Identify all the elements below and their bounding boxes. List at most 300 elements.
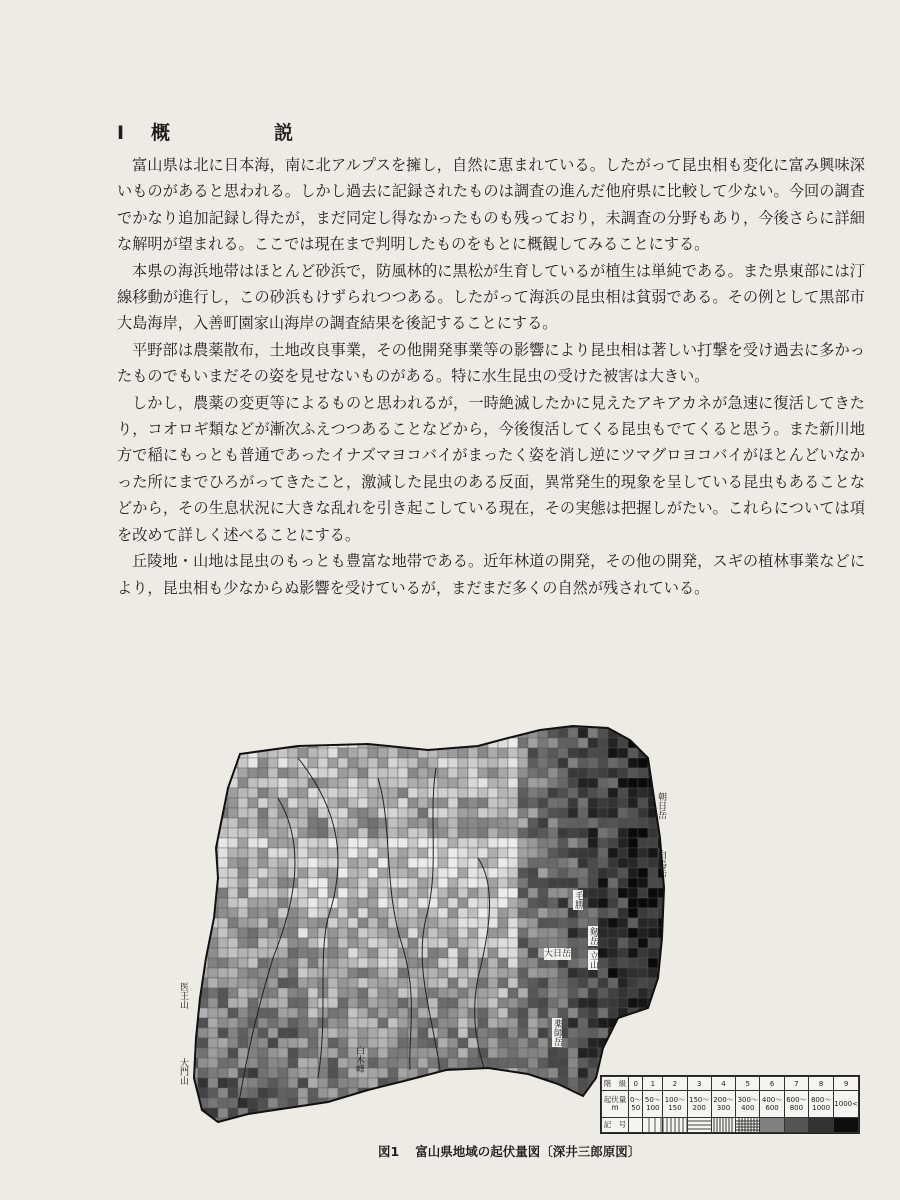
relief-cell [298, 788, 308, 798]
relief-cell [218, 1108, 228, 1118]
relief-cell [488, 1038, 498, 1048]
relief-cell [278, 828, 288, 838]
relief-cell [358, 1018, 368, 1028]
relief-cell [618, 888, 628, 898]
legend-swatch-8 [809, 1118, 834, 1133]
relief-cell [238, 818, 248, 828]
relief-cell [338, 988, 348, 998]
relief-cell [188, 1048, 198, 1058]
relief-cell [388, 1048, 398, 1058]
relief-cell [188, 788, 198, 798]
relief-cell [528, 878, 538, 888]
relief-cell [368, 1018, 378, 1028]
legend-class-1: 1 [643, 1077, 663, 1091]
relief-cell [548, 1088, 558, 1098]
relief-cell [208, 778, 218, 788]
legend-swatch-5 [736, 1118, 760, 1133]
relief-cell [528, 918, 538, 928]
relief-cell [318, 898, 328, 908]
relief-cell [188, 838, 198, 848]
relief-cell [438, 838, 448, 848]
relief-cell [378, 908, 388, 918]
label-yakushi: 薬師岳 [552, 1019, 562, 1046]
relief-cell [308, 798, 318, 808]
relief-cell [238, 938, 248, 948]
relief-cell [608, 968, 618, 978]
relief-cell [598, 858, 608, 868]
relief-cell [588, 978, 598, 988]
relief-cell [338, 798, 348, 808]
relief-cell [368, 868, 378, 878]
relief-cell [478, 718, 488, 728]
relief-cell [488, 928, 498, 938]
relief-cell [218, 868, 228, 878]
label-tsurugi: 剱岳 [588, 927, 598, 945]
relief-cell [188, 898, 198, 908]
relief-cell [578, 878, 588, 888]
relief-cell [548, 718, 558, 728]
relief-cell [528, 1098, 538, 1108]
relief-cell [518, 918, 528, 928]
relief-cell [528, 1078, 538, 1088]
relief-cell [378, 918, 388, 928]
relief-cell [308, 728, 318, 738]
relief-cell [248, 1068, 258, 1078]
relief-cell [448, 958, 458, 968]
relief-cell [568, 868, 578, 878]
relief-cell [648, 878, 658, 888]
relief-cell [448, 868, 458, 878]
relief-cell [558, 978, 568, 988]
relief-cell [368, 948, 378, 958]
relief-cell [598, 788, 608, 798]
relief-cell [188, 768, 198, 778]
relief-cell [588, 908, 598, 918]
relief-cell [218, 968, 228, 978]
relief-cell [538, 1038, 548, 1048]
relief-cell [368, 848, 378, 858]
relief-cell [178, 918, 188, 928]
relief-cell [438, 898, 448, 908]
relief-cell [388, 718, 398, 728]
relief-cell [368, 838, 378, 848]
relief-cell [498, 958, 508, 968]
relief-cell [438, 1098, 448, 1108]
relief-cell [388, 1088, 398, 1098]
relief-cell [178, 778, 188, 788]
relief-cell [318, 1108, 328, 1118]
relief-cell [418, 788, 428, 798]
relief-cell [378, 1118, 388, 1128]
relief-cell [468, 918, 478, 928]
relief-cell [598, 898, 608, 908]
relief-cell [208, 1078, 218, 1088]
relief-cell [598, 968, 608, 978]
relief-cell [518, 978, 528, 988]
relief-cell [268, 1058, 278, 1068]
relief-cell [658, 738, 668, 748]
relief-cell [518, 1018, 528, 1028]
relief-cell [548, 758, 558, 768]
relief-cell [588, 848, 598, 858]
relief-cell [288, 1078, 298, 1088]
relief-cell [578, 858, 588, 868]
relief-cell [568, 768, 578, 778]
legend-swatch-3 [687, 1118, 711, 1133]
relief-cell [348, 848, 358, 858]
relief-cell [408, 858, 418, 868]
relief-cell [308, 1078, 318, 1088]
paragraph-4: しかし，農薬の変更等によるものと思われるが，一時絶滅したかに見えたアキアカネが急速に復活してきたり，コオロギ類などが漸次ふえつつあることなどから，今後復活してくる昆虫もでてくると思う。また新川地方で稲にもっとも普通であったイナズマヨコバイがまったく姿を消し逆にツマグロヨコバイがほとんどいなかった所にまでひろがってきたこと，激減した昆虫のある反面，異常発生的現象を呈している昆虫もあることなどから，その生息状況に大きな乱れを引き起こしている現在，その実態は把握しがたい。これらについては項を改めて詳しく述べることにする。 [117, 393, 865, 544]
relief-cell [368, 748, 378, 758]
relief-cell [608, 788, 618, 798]
relief-cell [248, 958, 258, 968]
legend-range-8: 800〜1000 [809, 1091, 834, 1118]
relief-cell [598, 928, 608, 938]
relief-cell [198, 1048, 208, 1058]
relief-cell [218, 758, 228, 768]
relief-cell [588, 798, 598, 808]
relief-cell [508, 1098, 518, 1108]
relief-cell [578, 1078, 588, 1088]
relief-cell [258, 1008, 268, 1018]
relief-cell [518, 818, 528, 828]
relief-cell [638, 1028, 648, 1038]
relief-cell [388, 878, 398, 888]
relief-cell [488, 858, 498, 868]
relief-cell [418, 1028, 428, 1038]
relief-cell [398, 1028, 408, 1038]
relief-cell [348, 968, 358, 978]
relief-cell [618, 828, 628, 838]
relief-cell [448, 1028, 458, 1038]
relief-cell [518, 1028, 528, 1038]
relief-cell [628, 948, 638, 958]
relief-cell [248, 868, 258, 878]
relief-cell [568, 738, 578, 748]
relief-cell [448, 1108, 458, 1118]
relief-cell [498, 778, 508, 788]
relief-cell [388, 838, 398, 848]
relief-cell [238, 1068, 248, 1078]
relief-cell [228, 938, 238, 948]
relief-cell [298, 1078, 308, 1088]
relief-cell [188, 1108, 198, 1118]
relief-cell [468, 908, 478, 918]
relief-cell [308, 918, 318, 928]
relief-cell [258, 868, 268, 878]
relief-cell [418, 878, 428, 888]
relief-cell [428, 1118, 438, 1128]
relief-cell [458, 1088, 468, 1098]
relief-cell [308, 1018, 318, 1028]
relief-cell [408, 1008, 418, 1018]
relief-cell [518, 828, 528, 838]
relief-cell [348, 1078, 358, 1088]
relief-cell [468, 968, 478, 978]
relief-cell [438, 988, 448, 998]
relief-cell [618, 758, 628, 768]
relief-cell [238, 728, 248, 738]
relief-cell [568, 1008, 578, 1018]
relief-cell [428, 1108, 438, 1118]
relief-cell [348, 808, 358, 818]
relief-cell [398, 908, 408, 918]
relief-cell [548, 738, 558, 748]
relief-cell [458, 788, 468, 798]
relief-cell [608, 898, 618, 908]
relief-cell [448, 1088, 458, 1098]
relief-cell [598, 988, 608, 998]
relief-cell [648, 1028, 658, 1038]
relief-cell [348, 758, 358, 768]
relief-cell [608, 858, 618, 868]
relief-cell [248, 928, 258, 938]
relief-cell [398, 1018, 408, 1028]
relief-cell [238, 928, 248, 938]
relief-cell [508, 838, 518, 848]
relief-cell [188, 1068, 198, 1078]
relief-cell [478, 958, 488, 968]
relief-cell [288, 988, 298, 998]
relief-cell [208, 948, 218, 958]
relief-cell [238, 968, 248, 978]
relief-cell [248, 798, 258, 808]
relief-cell [638, 1018, 648, 1028]
relief-cell [468, 818, 478, 828]
relief-cell [248, 808, 258, 818]
relief-cell [328, 988, 338, 998]
relief-cell [338, 728, 348, 738]
relief-cell [638, 808, 648, 818]
relief-cell [438, 998, 448, 1008]
relief-cell [238, 768, 248, 778]
legend-row-class [602, 1077, 859, 1091]
relief-cell [308, 998, 318, 1008]
relief-cell [258, 728, 268, 738]
relief-cell [268, 838, 278, 848]
relief-cell [498, 758, 508, 768]
relief-cell [278, 978, 288, 988]
relief-cell [548, 968, 558, 978]
relief-cell [498, 1088, 508, 1098]
relief-cell [248, 818, 258, 828]
legend-class-5: 5 [736, 1077, 760, 1091]
relief-cell [208, 1018, 218, 1028]
relief-cell [478, 1118, 488, 1128]
relief-cell [598, 748, 608, 758]
relief-cell [388, 778, 398, 788]
relief-cell [598, 838, 608, 848]
relief-cell [448, 1008, 458, 1018]
relief-cell [238, 838, 248, 848]
relief-cell [528, 1008, 538, 1018]
relief-cell [458, 948, 468, 958]
legend-symbol-label: 記 号 [602, 1118, 629, 1133]
relief-cell [258, 948, 268, 958]
relief-cell [258, 768, 268, 778]
relief-cell [328, 1068, 338, 1078]
relief-cell [458, 748, 468, 758]
relief-cell [348, 958, 358, 968]
relief-cell [488, 1108, 498, 1118]
relief-cell [278, 728, 288, 738]
relief-cell [248, 788, 258, 798]
relief-cell [388, 798, 398, 808]
relief-cell [258, 1118, 268, 1128]
relief-cell [288, 868, 298, 878]
relief-cell [278, 788, 288, 798]
relief-cell [598, 758, 608, 768]
relief-cell [568, 988, 578, 998]
relief-cell [518, 798, 528, 808]
relief-cell [638, 998, 648, 1008]
relief-cell [328, 1108, 338, 1118]
relief-cell [438, 868, 448, 878]
relief-cell [288, 918, 298, 928]
relief-cell [188, 1008, 198, 1018]
relief-cell [528, 958, 538, 968]
relief-cell [608, 1058, 618, 1068]
relief-cell [228, 918, 238, 928]
relief-cell [488, 768, 498, 778]
relief-cell [508, 898, 518, 908]
relief-cell [238, 718, 248, 728]
relief-cell [598, 948, 608, 958]
relief-cell [378, 1008, 388, 1018]
relief-cell [318, 768, 328, 778]
relief-cell [228, 1048, 238, 1058]
relief-cell [558, 738, 568, 748]
relief-cell [498, 948, 508, 958]
relief-cell [518, 958, 528, 968]
relief-cell [228, 1078, 238, 1088]
relief-cell [178, 1008, 188, 1018]
relief-cell [248, 1098, 258, 1108]
relief-cell [248, 908, 258, 918]
relief-cell [458, 888, 468, 898]
relief-cell [628, 758, 638, 768]
relief-cell [408, 998, 418, 1008]
relief-cell [408, 1038, 418, 1048]
relief-cell [408, 788, 418, 798]
relief-cell [178, 788, 188, 798]
relief-cell [338, 998, 348, 1008]
relief-cell [428, 938, 438, 948]
relief-cell [408, 778, 418, 788]
paragraph-5: 丘陵地・山地は昆虫のもっとも豊富な地帯である。近年林道の開発，その他の開発，スギの植林事業などにより，昆虫相も少なからぬ影響を受けているが，まだまだ多くの自然が残されている。 [117, 552, 866, 597]
relief-cell [498, 888, 508, 898]
relief-cell [298, 1068, 308, 1078]
label-io: 医王山 [178, 982, 188, 1009]
relief-cell [478, 1078, 488, 1088]
relief-cell [578, 1018, 588, 1028]
relief-cell [188, 778, 198, 788]
relief-cell [608, 738, 618, 748]
relief-cell [408, 848, 418, 858]
relief-cell [618, 938, 628, 948]
relief-cell [358, 858, 368, 868]
relief-cell [488, 948, 498, 958]
relief-cell [658, 778, 668, 788]
relief-cell [628, 958, 638, 968]
relief-cell [568, 758, 578, 768]
relief-cell [188, 798, 198, 808]
relief-cell [548, 808, 558, 818]
relief-cell [408, 768, 418, 778]
relief-cell [628, 798, 638, 808]
relief-cell [318, 758, 328, 768]
relief-cell [198, 748, 208, 758]
relief-cell [588, 1008, 598, 1018]
relief-cell [598, 1028, 608, 1038]
relief-cell [338, 978, 348, 988]
relief-cell [338, 888, 348, 898]
relief-cell [408, 918, 418, 928]
relief-cell [418, 758, 428, 768]
relief-cell [538, 978, 548, 988]
relief-cell [468, 788, 478, 798]
relief-cell [648, 898, 658, 908]
relief-cell [298, 818, 308, 828]
relief-cell [518, 768, 528, 778]
relief-cell [368, 958, 378, 968]
relief-cell [628, 1048, 638, 1058]
relief-cell [528, 778, 538, 788]
relief-cell [538, 748, 548, 758]
relief-cell [418, 918, 428, 928]
relief-cell [328, 748, 338, 758]
relief-cell [208, 748, 218, 758]
relief-cell [548, 768, 558, 778]
relief-cell [528, 798, 538, 808]
relief-cell [508, 1048, 518, 1058]
relief-cell [568, 848, 578, 858]
relief-cell [378, 998, 388, 1008]
relief-cell [468, 938, 478, 948]
relief-cell [438, 858, 448, 868]
relief-cell [458, 928, 468, 938]
relief-cell [658, 728, 668, 738]
relief-cell [388, 828, 398, 838]
relief-cell [588, 1108, 598, 1118]
relief-cell [278, 1028, 288, 1038]
relief-cell [218, 738, 228, 748]
relief-cell [368, 798, 378, 808]
relief-cell [338, 878, 348, 888]
relief-cell [508, 928, 518, 938]
relief-cell [218, 928, 228, 938]
relief-cell [398, 1088, 408, 1098]
relief-cell [578, 938, 588, 948]
relief-cell [298, 868, 308, 878]
legend-range-0: 0〜50 [629, 1091, 643, 1118]
relief-cell [488, 1018, 498, 1028]
relief-cell [408, 948, 418, 958]
relief-cell [288, 908, 298, 918]
relief-cell [518, 938, 528, 948]
relief-cell [578, 838, 588, 848]
relief-cell [388, 728, 398, 738]
relief-cell [298, 928, 308, 938]
relief-cell [618, 918, 628, 928]
relief-cell [248, 948, 258, 958]
relief-cell [288, 798, 298, 808]
relief-cell [598, 868, 608, 878]
relief-cell [558, 1098, 568, 1108]
relief-cell [448, 738, 458, 748]
relief-cell [368, 1048, 378, 1058]
